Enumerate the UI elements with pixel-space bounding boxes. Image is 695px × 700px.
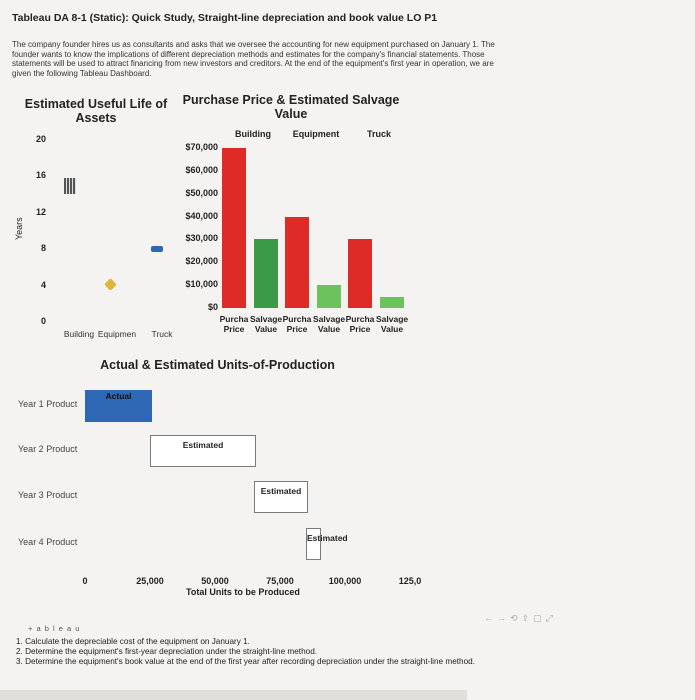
bar-axis-label: Value: [380, 324, 404, 334]
bar-axis-label: Price: [349, 324, 371, 334]
y-tick-label: $50,000: [185, 187, 218, 198]
row-label: Year 4 Product: [18, 537, 78, 547]
y-tick-label: $60,000: [185, 164, 218, 175]
y-tick-label: 8: [40, 243, 46, 254]
y-tick-label: $30,000: [185, 233, 218, 244]
group-label: Building: [235, 129, 271, 139]
bar-axis-label: Price: [286, 324, 308, 334]
years-axis-label: Years: [14, 217, 24, 240]
useful-life-chart-title: Estimated Useful Life of Assets: [24, 97, 168, 125]
page-title: Tableau DA 8-1 (Static): Quick Study, Straight-line depreciation and book value LO P1: [12, 12, 438, 24]
x-tick-label: 0: [82, 576, 88, 586]
y-tick-label: $10,000: [185, 279, 218, 290]
question-2: 2. Determine the equipment's first-year depreciation under the straight-line method.: [16, 647, 318, 656]
questions-list: [16, 637, 681, 667]
gantt-bar-estimated: Estimated: [254, 481, 308, 513]
y-tick-label: 12: [35, 206, 46, 217]
bar-axis-label: Salvage: [376, 314, 409, 324]
bar-axis-label: Salvage: [313, 314, 346, 324]
bar-axis-label: Purcha: [219, 314, 249, 324]
bar-axis-label: Value: [317, 324, 341, 334]
bar-equipment-salvage: [317, 285, 341, 308]
redo-icon[interactable]: →: [497, 613, 510, 623]
bottom-strip: [0, 690, 467, 700]
x-tick-label: 125,0: [398, 576, 422, 586]
gantt-bar-estimated: Estimated: [150, 435, 256, 467]
y-tick-label: $20,000: [185, 256, 218, 267]
group-label: Equipment: [292, 129, 340, 139]
y-tick-label: $40,000: [185, 210, 218, 221]
bar-axis-label: Salvage: [250, 314, 283, 324]
group-label: Truck: [366, 129, 391, 139]
units-axis-title: Total Units to be Produced: [186, 587, 300, 597]
y-tick-label: 20: [35, 134, 46, 144]
row-label: Year 3 Product: [18, 490, 78, 500]
bar-truck-salvage: [380, 297, 404, 308]
revert-icon[interactable]: ⟲: [510, 613, 522, 623]
bar-truck-purchase: [348, 239, 372, 308]
question-3: 3. Determine the equipment's book value at the end of the first year after recording depreciation under the straight-line method.: [16, 657, 475, 666]
dashboard-toolbar[interactable]: [484, 613, 557, 624]
bar-axis-label: Price: [223, 324, 245, 334]
fullscreen-icon[interactable]: ⤢: [545, 613, 557, 623]
x-category-label: Building: [63, 329, 95, 339]
row-label: Year 1 Product: [18, 399, 78, 409]
bar-axis-label: Value: [254, 324, 278, 334]
bar-axis-label: Purcha: [282, 314, 312, 324]
gantt-bar-actual: Actual: [85, 390, 152, 422]
truck-icon: [151, 246, 163, 252]
units-production-chart-title: Actual & Estimated Units-of-Production: [100, 358, 335, 372]
bar-building-purchase: [222, 148, 246, 308]
building-icon: [64, 178, 76, 194]
x-category-label: Truck: [151, 329, 173, 339]
question-1: 1. Calculate the depreciable cost of the equipment on January 1.: [16, 637, 250, 646]
x-tick-label: 75,000: [266, 576, 294, 586]
tableau-logo: + a b l e a u: [28, 624, 81, 633]
intro-paragraph: The company founder hires us as consultants and asks that we oversee the accounting for new equipment purchased on January 1. The founder wants to know the implications of different depreciation methods and estimates for the company's financial statements. Those statements will be used to attract financing from new investors and creditors. At the end of the equipment's first year in operation, we are given the following Tableau Dashboard.: [12, 40, 495, 78]
y-tick-label: 4: [40, 279, 46, 290]
x-category-label: Equipmen: [97, 329, 137, 339]
bar-building-salvage: [254, 239, 278, 308]
x-tick-label: 100,000: [328, 576, 362, 586]
comment-icon[interactable]: ▢: [533, 613, 546, 623]
undo-icon[interactable]: ←: [484, 613, 497, 623]
gantt-bar-estimated: Estimated: [306, 528, 321, 560]
y-tick-label: $70,000: [185, 142, 218, 152]
bar-equipment-purchase: [285, 217, 309, 308]
x-tick-label: 25,000: [136, 576, 164, 586]
share-icon[interactable]: ⇪: [521, 613, 534, 623]
bar-axis-label: Purcha: [345, 314, 375, 324]
y-tick-label: 16: [35, 170, 46, 181]
y-tick-label: $0: [207, 302, 218, 312]
x-tick-label: 50,000: [201, 576, 229, 586]
y-tick-label: 0: [40, 316, 46, 326]
purchase-salvage-chart-title: Purchase Price & Estimated Salvage Value: [182, 93, 400, 121]
row-label: Year 2 Product: [18, 444, 78, 454]
tool-icon: [104, 278, 117, 291]
